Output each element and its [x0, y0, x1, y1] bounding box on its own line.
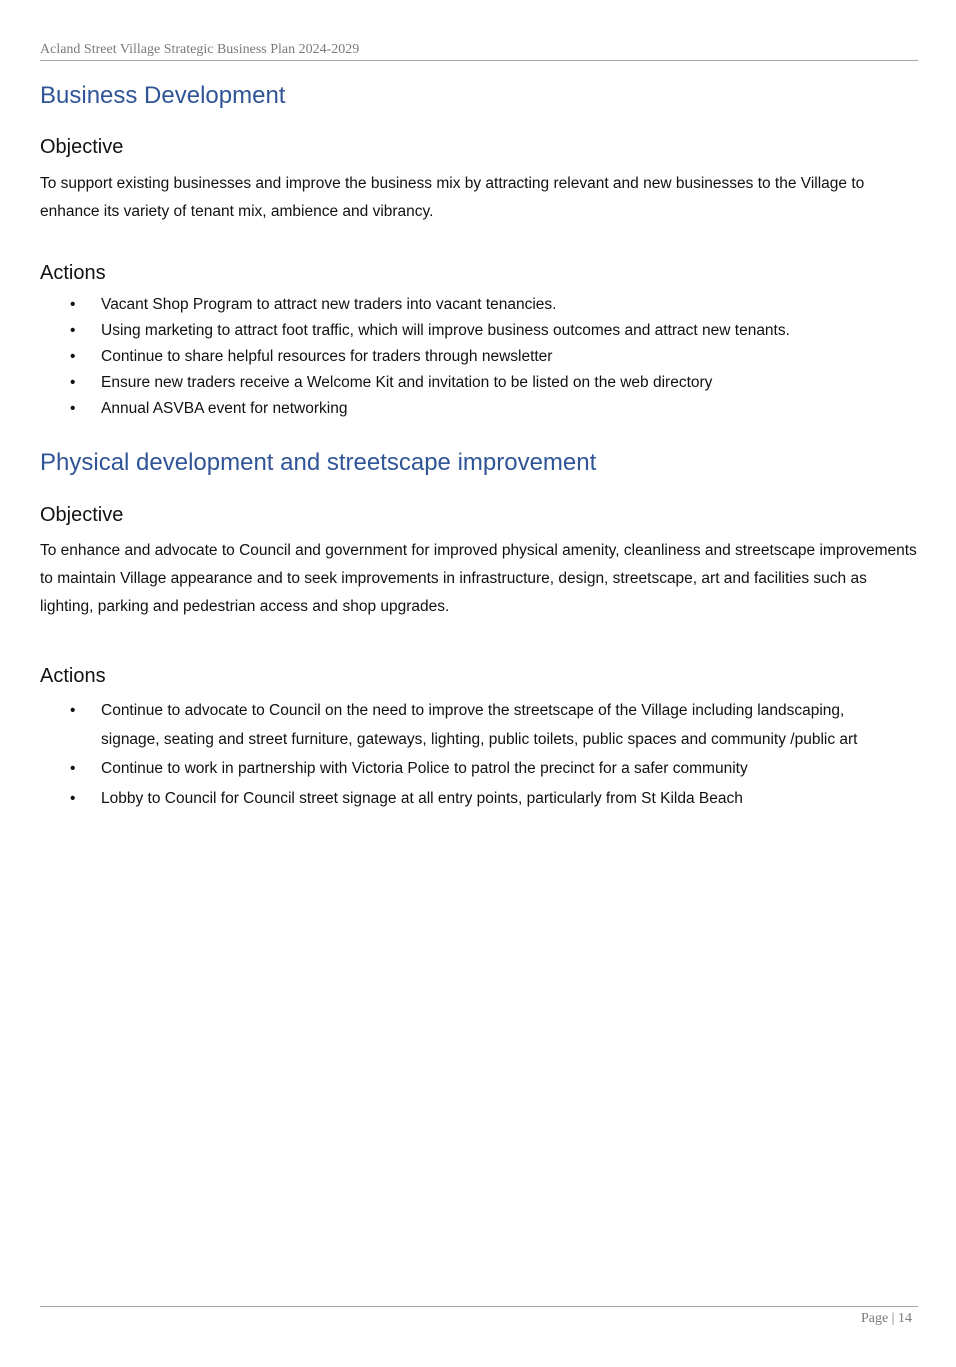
actions-heading: Actions	[40, 262, 106, 284]
list-item: • Continue to advocate to Council on the need to improve the streetscape of the Village including landscaping, signage, seating and street furniture, gateways, lighting, public toilets, public spaces and community /public art	[40, 697, 880, 754]
section-title-business-development: Business Development	[40, 82, 286, 109]
actions-list	[40, 292, 880, 422]
objective-heading: Objective	[40, 136, 124, 158]
actions-list	[40, 697, 880, 814]
list-item: • Vacant Shop Program to attract new traders into vacant tenancies.	[40, 292, 880, 318]
list-item: • Ensure new traders receive a Welcome Kit and invitation to be listed on the web directory	[40, 370, 880, 396]
objective-text: To support existing businesses and improve the business mix by attracting relevant and new businesses to the Village to enhance its variety of tenant mix, ambience and vibrancy.	[40, 175, 865, 220]
page-number: Page | 14	[860, 1311, 912, 1326]
actions-heading: Actions	[40, 665, 106, 687]
running-header: Acland Street Village Strategic Business Plan 2024-2029	[40, 42, 918, 61]
section-title-physical-development: Physical development and streetscape improvement	[40, 449, 597, 476]
objective-text: To enhance and advocate to Council and government for improved physical amenity, cleanliness and streetscape improvements to maintain Village appearance and to seek improvements in infrastructure, design, streetscape, art and facilities such as lighting, parking and pedestrian access and shop upgrades.	[40, 542, 917, 615]
list-item: • Annual ASVBA event for networking	[40, 396, 880, 422]
list-item: • Continue to share helpful resources for traders through newsletter	[40, 344, 880, 370]
list-item: • Lobby to Council for Council street signage at all entry points, particularly from St Kilda Beach	[40, 785, 880, 814]
objective-heading: Objective	[40, 504, 124, 526]
footer-rule	[40, 1306, 918, 1307]
list-item: • Continue to work in partnership with Victoria Police to patrol the precinct for a safer community	[40, 755, 880, 784]
list-item: • Using marketing to attract foot traffic, which will improve business outcomes and attract new tenants.	[40, 318, 880, 344]
